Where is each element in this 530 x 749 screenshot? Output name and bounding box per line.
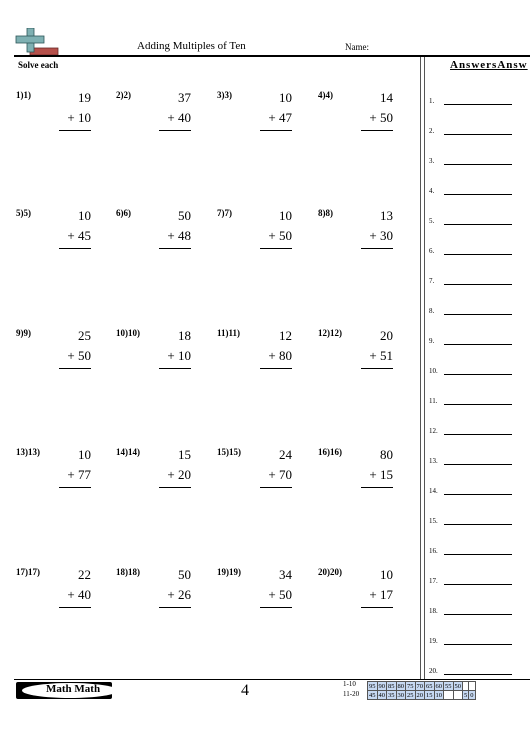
problem-addend: + 48: [167, 228, 191, 243]
problem-addend: + 20: [167, 467, 191, 482]
answer-underline: [260, 607, 292, 608]
problem: [318, 90, 393, 140]
problem-number: 2)2): [116, 90, 131, 100]
score-label: 11-20: [343, 690, 360, 698]
problem-addend: + 30: [369, 228, 393, 243]
answer-line: [444, 494, 512, 495]
answer-line: [444, 404, 512, 405]
answer-line: [444, 374, 512, 375]
problem-number: 20)20): [318, 567, 342, 577]
problem: [16, 90, 91, 140]
answer-underline: [159, 248, 191, 249]
problem: [16, 447, 91, 497]
answer-line: [444, 554, 512, 555]
problem-addend: + 10: [67, 110, 91, 125]
problem-number: 9)9): [16, 328, 31, 338]
problem-addend: + 17: [369, 587, 393, 602]
score-cell: 35: [388, 691, 395, 699]
problem-number: 17)17): [16, 567, 40, 577]
score-cell: 10: [435, 691, 442, 699]
answer-underline: [361, 607, 393, 608]
answer-underline: [59, 607, 91, 608]
answer-row: [429, 211, 529, 225]
answer-line: [444, 464, 512, 465]
answer-row: [429, 121, 529, 135]
score-label: 1-10: [343, 680, 356, 688]
problem-number: 15)15): [217, 447, 241, 457]
problem-addend: 22: [78, 567, 91, 582]
worksheet-title: Adding Multiples of Ten: [137, 40, 246, 52]
problem: [217, 90, 292, 140]
answer-number: 7.: [429, 277, 435, 285]
problem-addend: 13: [380, 208, 393, 223]
problem: [16, 567, 91, 617]
answer-underline: [361, 130, 393, 131]
score-cell: 70: [416, 682, 423, 690]
answer-underline: [361, 487, 393, 488]
answer-number: 6.: [429, 247, 435, 255]
problem: [318, 328, 393, 378]
answer-number: 1.: [429, 97, 435, 105]
problem-addend: 25: [78, 328, 91, 343]
answer-divider: [424, 57, 425, 679]
answer-row: [429, 571, 529, 585]
answer-number: 14.: [429, 487, 438, 495]
answer-line: [444, 134, 512, 135]
answer-underline: [59, 248, 91, 249]
problem-addend: + 47: [268, 110, 292, 125]
header-rule: [14, 55, 530, 57]
problem-addend: 10: [279, 90, 292, 105]
score-cell: 30: [397, 691, 404, 699]
problem-addend: 10: [279, 208, 292, 223]
answer-row: [429, 331, 529, 345]
problem-addend: 10: [78, 208, 91, 223]
problem: [217, 328, 292, 378]
answer-row: [429, 481, 529, 495]
score-cell: 0: [470, 691, 474, 699]
answer-line: [444, 524, 512, 525]
answer-row: [429, 541, 529, 555]
answer-underline: [260, 248, 292, 249]
problem-number: 18)18): [116, 567, 140, 577]
score-cell: 25: [407, 691, 414, 699]
problem-addend: + 40: [67, 587, 91, 602]
problem-number: 19)19): [217, 567, 241, 577]
answer-row: [429, 271, 529, 285]
score-cell: 90: [378, 682, 385, 690]
problem: [16, 328, 91, 378]
answer-row: [429, 361, 529, 375]
problem-number: 8)8): [318, 208, 333, 218]
problem: [318, 447, 393, 497]
problem-number: 12)12): [318, 328, 342, 338]
answer-line: [444, 434, 512, 435]
answer-underline: [59, 368, 91, 369]
answer-number: 4.: [429, 187, 435, 195]
score-cell: 80: [397, 682, 404, 690]
problem-number: 11)11): [217, 328, 241, 338]
answer-underline: [59, 130, 91, 131]
answers-heading: AnswersAnsw: [450, 59, 528, 71]
score-cell: 60: [435, 682, 442, 690]
answer-line: [444, 104, 512, 105]
answer-underline: [159, 607, 191, 608]
score-cell: [444, 691, 454, 700]
answer-line: [444, 344, 512, 345]
answer-row: [429, 301, 529, 315]
score-table: [367, 681, 476, 700]
answer-number: 12.: [429, 427, 438, 435]
answer-row: [429, 181, 529, 195]
score-cell: 40: [378, 691, 385, 699]
name-label: Name:: [345, 42, 369, 52]
answer-row: [429, 151, 529, 165]
problem-number: 10)10): [116, 328, 140, 338]
answer-number: 18.: [429, 607, 438, 615]
problem-addend: + 50: [67, 348, 91, 363]
answer-line: [444, 164, 512, 165]
problem-number: 4)4): [318, 90, 333, 100]
problem: [116, 328, 191, 378]
answer-divider: [420, 57, 421, 679]
answer-line: [444, 254, 512, 255]
answer-underline: [260, 368, 292, 369]
answer-number: 17.: [429, 577, 438, 585]
problem: [16, 208, 91, 258]
problem-addend: 10: [380, 567, 393, 582]
problem-number: 1)1): [16, 90, 31, 100]
answer-line: [444, 194, 512, 195]
problem-addend: 18: [178, 328, 191, 343]
problem-addend: 12: [279, 328, 292, 343]
problem: [217, 208, 292, 258]
problem-addend: 50: [178, 208, 191, 223]
score-cell: 5: [464, 691, 468, 699]
answer-row: [429, 421, 529, 435]
problem-addend: + 15: [369, 467, 393, 482]
answer-underline: [159, 130, 191, 131]
answer-row: [429, 391, 529, 405]
problem-addend: + 26: [167, 587, 191, 602]
answer-underline: [260, 487, 292, 488]
page-number: 4: [241, 682, 249, 699]
answer-number: 13.: [429, 457, 438, 465]
problem-addend: + 70: [268, 467, 292, 482]
answer-number: 20.: [429, 667, 438, 675]
answer-number: 15.: [429, 517, 438, 525]
problem-addend: + 40: [167, 110, 191, 125]
answer-number: 11.: [429, 397, 438, 405]
problem-number: 16)16): [318, 447, 342, 457]
answer-row: [429, 631, 529, 645]
score-cell: 65: [426, 682, 433, 690]
answer-number: 16.: [429, 547, 438, 555]
score-cell: 55: [445, 682, 452, 690]
problem-number: 14)14): [116, 447, 140, 457]
problem-addend: + 51: [369, 348, 393, 363]
problem: [116, 90, 191, 140]
score-cell: 15: [426, 691, 433, 699]
problem-addend: + 45: [67, 228, 91, 243]
score-cell: 75: [407, 682, 414, 690]
answer-underline: [361, 368, 393, 369]
plus-logo-icon: [14, 28, 60, 56]
answer-number: 3.: [429, 157, 435, 165]
answer-line: [444, 644, 512, 645]
answer-number: 5.: [429, 217, 435, 225]
answer-number: 10.: [429, 367, 438, 375]
problem-addend: + 77: [67, 467, 91, 482]
problem-addend: + 50: [268, 587, 292, 602]
problem-addend: 20: [380, 328, 393, 343]
answer-number: 8.: [429, 307, 435, 315]
footer-rule: [14, 679, 530, 680]
problem-addend: 50: [178, 567, 191, 582]
problem-addend: 34: [279, 567, 292, 582]
answer-row: [429, 511, 529, 525]
score-cell: 20: [416, 691, 423, 699]
answer-line: [444, 284, 512, 285]
answer-number: 2.: [429, 127, 435, 135]
problem: [116, 208, 191, 258]
math-logo: [16, 682, 112, 699]
problem-addend: 15: [178, 447, 191, 462]
answer-line: [444, 584, 512, 585]
problem: [217, 447, 292, 497]
answer-row: [429, 91, 529, 105]
answer-underline: [59, 487, 91, 488]
problem-number: 3)3): [217, 90, 232, 100]
problem: [116, 567, 191, 617]
answer-line: [444, 614, 512, 615]
problem-addend: 14: [380, 90, 393, 105]
problem-number: 13)13): [16, 447, 40, 457]
problem: [318, 567, 393, 617]
score-cell: 85: [388, 682, 395, 690]
answer-underline: [361, 248, 393, 249]
answer-row: [429, 661, 529, 675]
score-cell: [453, 691, 463, 700]
answer-number: 9.: [429, 337, 435, 345]
answer-line: [444, 314, 512, 315]
score-cell: 50: [454, 682, 461, 690]
score-cell: [469, 682, 475, 691]
problem-number: 7)7): [217, 208, 232, 218]
problem-addend: 37: [178, 90, 191, 105]
problem-addend: + 50: [369, 110, 393, 125]
instructions: Solve each: [18, 60, 59, 70]
answer-underline: [159, 487, 191, 488]
math-logo-text: Math Math: [46, 683, 101, 695]
problem-addend: 10: [78, 447, 91, 462]
problem-addend: + 50: [268, 228, 292, 243]
answer-row: [429, 241, 529, 255]
problem-addend: 24: [279, 447, 292, 462]
problem-number: 5)5): [16, 208, 31, 218]
problem-addend: 19: [78, 90, 91, 105]
answer-underline: [260, 130, 292, 131]
problem: [318, 208, 393, 258]
answer-line: [444, 224, 512, 225]
answer-number: 19.: [429, 637, 438, 645]
score-cell: 95: [369, 682, 376, 690]
problem-addend: + 10: [167, 348, 191, 363]
problem-number: 6)6): [116, 208, 131, 218]
answer-line: [444, 674, 512, 675]
problem: [116, 447, 191, 497]
problem-addend: 80: [380, 447, 393, 462]
answer-row: [429, 601, 529, 615]
answer-row: [429, 451, 529, 465]
score-cell: 45: [369, 691, 376, 699]
problem: [217, 567, 292, 617]
answer-underline: [159, 368, 191, 369]
problem-addend: + 80: [268, 348, 292, 363]
